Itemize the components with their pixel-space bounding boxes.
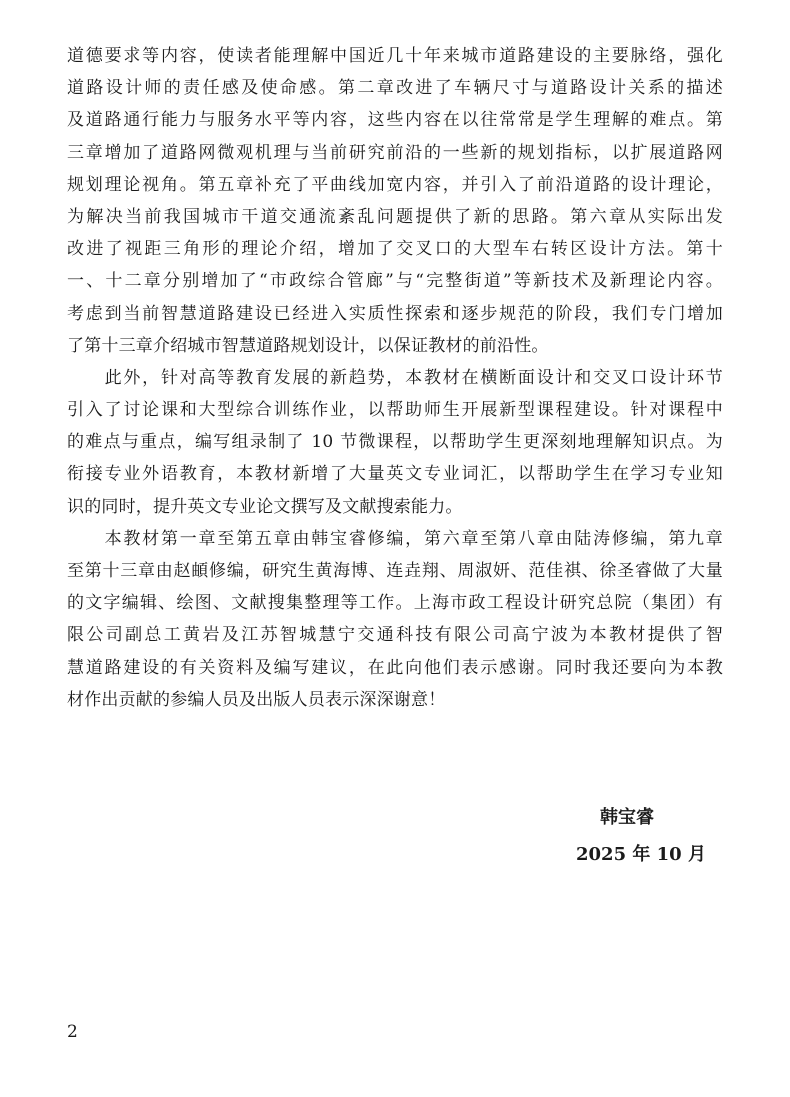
- text-line: 三章增加了道路网微观机理与当前研究前沿的一些新的规划指标，以扩展道路网: [67, 142, 723, 163]
- author-name: 韩宝睿: [600, 807, 654, 828]
- text-line: 识的同时，提升英文专业论文撰写及文献搜索能力。: [67, 496, 463, 517]
- text-line: 限公司副总工黄岩及江苏智城慧宁交通科技有限公司高宁波为本教材提供了智: [67, 625, 723, 646]
- text-line: 考虑到当前智慧道路建设已经进入实质性探索和逐步规范的阶段，我们专门增加: [67, 303, 723, 324]
- text-line: 道路设计师的责任感及使命感。第二章改进了车辆尺寸与道路设计关系的描述: [67, 78, 723, 99]
- text-line: 慧道路建设的有关资料及编写建议，在此向他们表示感谢。同时我还要向为本教: [67, 657, 723, 678]
- text-line: 的难点与重点，编写组录制了 10 节微课程，以帮助学生更深刻地理解知识点。为: [67, 432, 723, 453]
- text-line: 本教材第一章至第五章由韩宝睿修编，第六章至第八章由陆涛修编，第九章: [67, 528, 723, 549]
- body-text: [67, 40, 723, 716]
- page-number: 2: [67, 1022, 78, 1042]
- text-line: 至第十三章由赵頔修编，研究生黄海博、连垚翔、周淑妍、范佳祺、徐圣睿做了大量: [67, 561, 723, 581]
- text-line: 的文字编辑、绘图、文献搜集整理等工作。上海市政工程设计研究总院（集团）有: [67, 593, 723, 614]
- paragraph-continuation: [67, 40, 723, 362]
- text-line: 衔接专业外语教育，本教材新增了大量英文专业词汇，以帮助学生在学习专业知: [67, 464, 723, 485]
- text-line: 及道路通行能力与服务水平等内容，这些内容在以往常常是学生理解的难点。第: [67, 110, 723, 131]
- text-line: 了第十三章介绍城市智慧道路规划设计，以保证教材的前沿性。: [67, 335, 549, 356]
- text-line: 改进了视距三角形的理论介绍，增加了交叉口的大型车右转区设计方法。第十: [67, 239, 723, 260]
- paragraph-teaching-reform: [67, 362, 723, 523]
- paragraph-acknowledgements: [67, 523, 723, 716]
- text-line: 引入了讨论课和大型综合训练作业，以帮助师生开展新型课程建设。针对课程中: [67, 400, 723, 421]
- text-line: 材作出贡献的参编人员及出版人员表示深深谢意！: [67, 689, 446, 710]
- text-line: 道德要求等内容，使读者能理解中国近几十年来城市道路建设的主要脉络，强化: [67, 46, 723, 66]
- signature-date: 2025 年 10 月: [576, 844, 706, 865]
- text-line: 为解决当前我国城市干道交通流紊乱问题提供了新的思路。第六章从实际出发: [67, 206, 723, 227]
- text-line: 此外，针对高等教育发展的新趋势，本教材在横断面设计和交叉口设计环节: [67, 367, 723, 388]
- text-line: 规划理论视角。第五章补充了平曲线加宽内容，并引入了前沿道路的设计理论，: [67, 174, 723, 195]
- text-line: 一、十二章分别增加了“市政综合管廊”与“完整街道”等新技术及新理论内容。: [67, 271, 723, 292]
